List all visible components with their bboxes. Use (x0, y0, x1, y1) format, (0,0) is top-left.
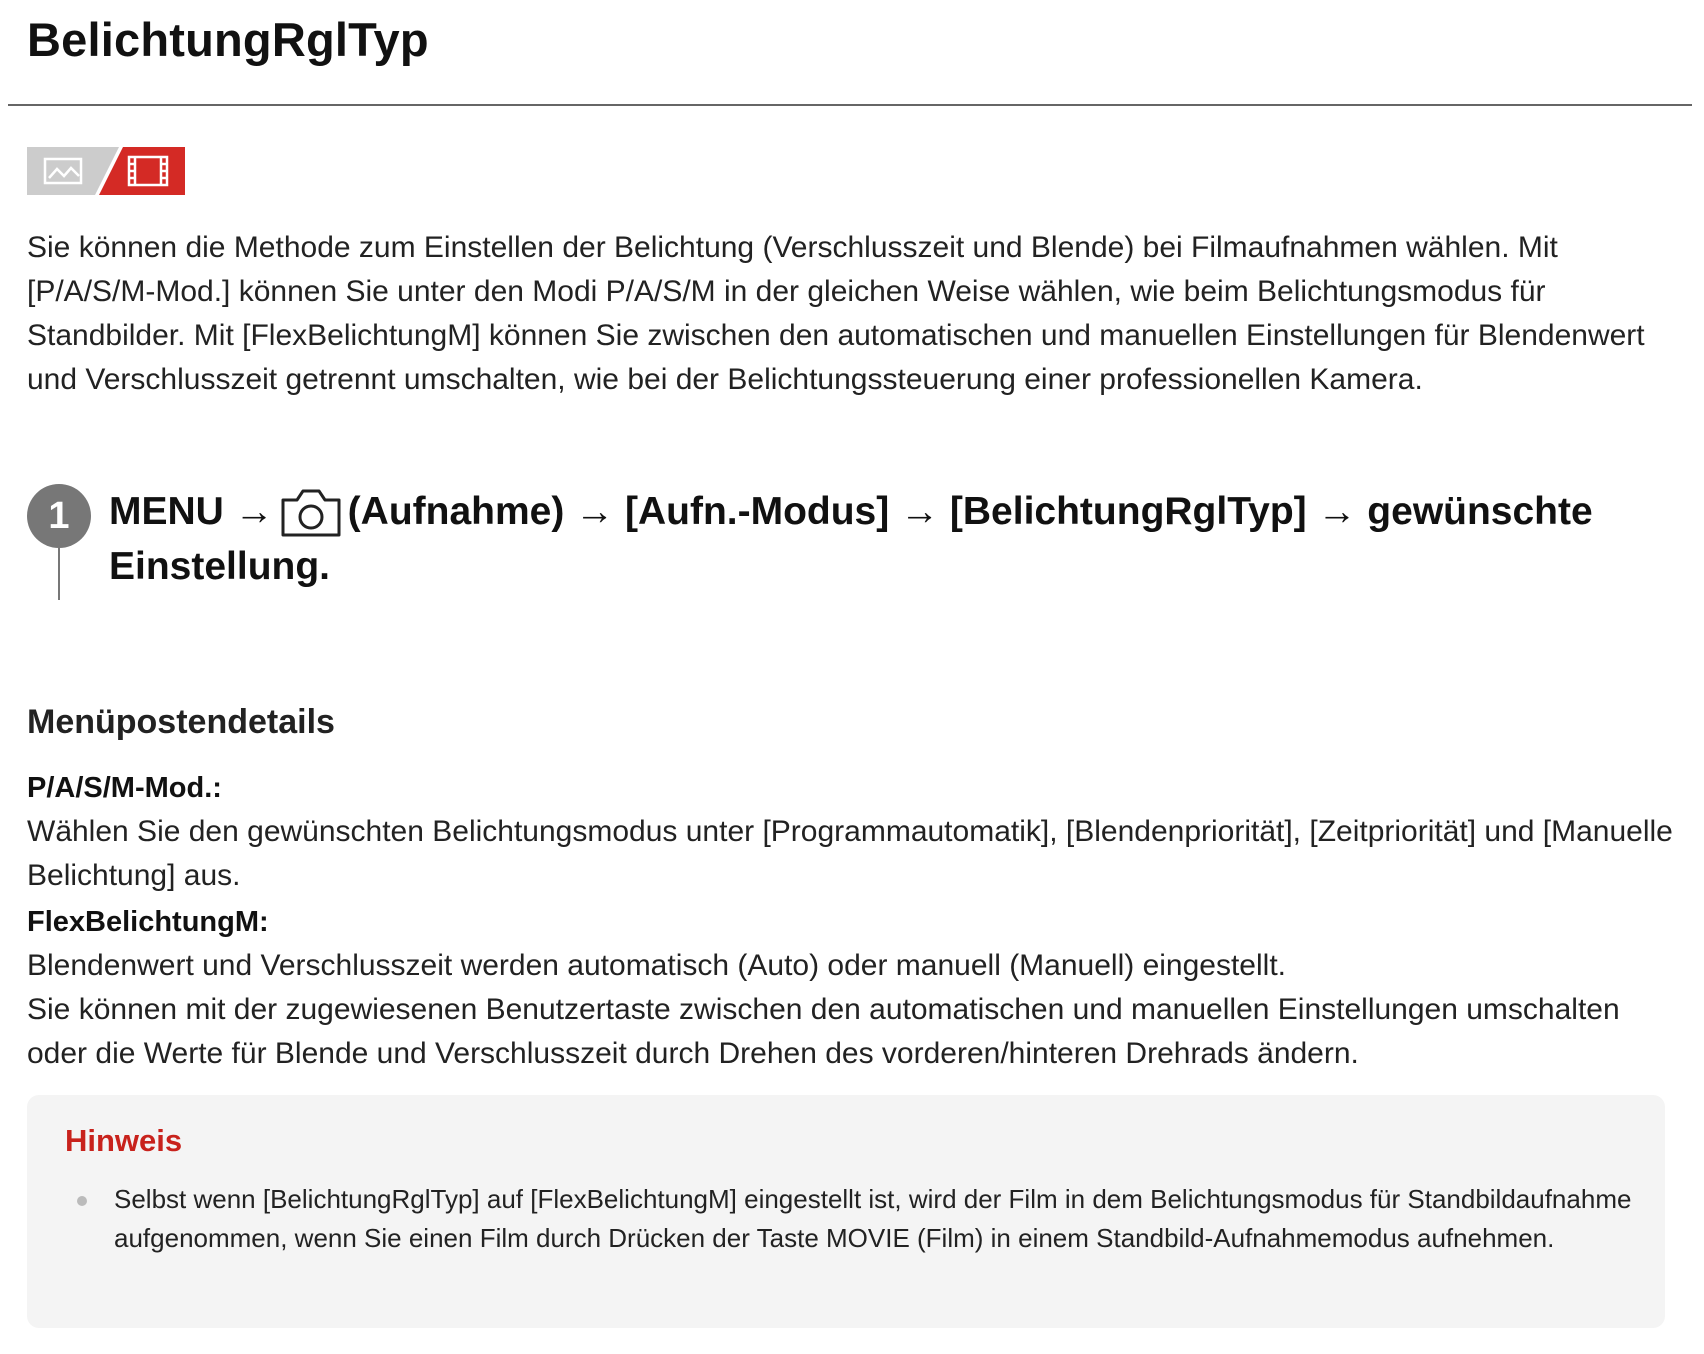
step-suffix: (Aufnahme) → [Aufn.-Modus] → [BelichtungRglTyp] → gewünschte Einstellung. (109, 490, 1593, 588)
note-item (65, 1180, 1645, 1258)
camera-icon (280, 486, 342, 538)
step-instruction (109, 484, 1699, 594)
note-title: Hinweis (65, 1123, 183, 1158)
note-box (27, 1095, 1665, 1328)
details-heading: Menüpostendetails (27, 703, 335, 741)
bullet-icon (77, 1196, 87, 1206)
intro-paragraph: Sie können die Methode zum Einstellen der Belichtung (Verschlusszeit und Blende) bei Filmaufnahmen wählen. Mit [P/A/S/M-Mod.] können Sie unter den Modi P/A/S/M in der gleichen Weise wählen, wie beim Belichtungsmodus für Standbilder. Mit [FlexBelichtungM] können Sie zwischen den automatischen und manuellen Einstellungen für Blendenwert und Verschlusszeit getrennt umschalten, wie bei der Belichtungssteuerung einer professionellen Kamera. (27, 231, 1645, 396)
detail-description: Blendenwert und Verschlusszeit werden automatisch (Auto) oder manuell (Manuell) eingestellt. (27, 949, 1286, 982)
title-divider (8, 104, 1692, 106)
note-list (65, 1180, 1645, 1258)
step-prefix: MENU → (109, 490, 274, 533)
detail-term: FlexBelichtungM: (27, 906, 269, 938)
menu-item-details (27, 766, 1687, 1076)
page-title: BelichtungRglTyp (27, 13, 429, 66)
step-1 (27, 484, 1687, 604)
detail-term: P/A/S/M-Mod.: (27, 772, 222, 804)
step-number: 1 (27, 484, 91, 548)
detail-description: Sie können mit der zugewiesenen Benutzertaste zwischen den automatischen und manuellen Einstellungen umschalten oder die Werte für Blende und Verschlusszeit durch Drehen des vorderen/hinteren Drehrads ändern. (27, 993, 1620, 1070)
detail-description: Wählen Sie den gewünschten Belichtungsmodus unter [Programmautomatik], [Blendenpriorität], [Zeitpriorität] und [Manuelle Belichtung] aus. (27, 815, 1673, 892)
note-text: Selbst wenn [BelichtungRglTyp] auf [FlexBelichtungM] eingestellt ist, wird der Film in dem Belichtungsmodus für Standbildaufnahme aufgenommen, wenn Sie einen Film durch Drücken der Taste MOVIE (Film) in einem Standbild-Aufnahmemodus aufnehmen. (114, 1184, 1632, 1253)
step-connector (58, 548, 60, 600)
mode-badge (27, 147, 185, 195)
